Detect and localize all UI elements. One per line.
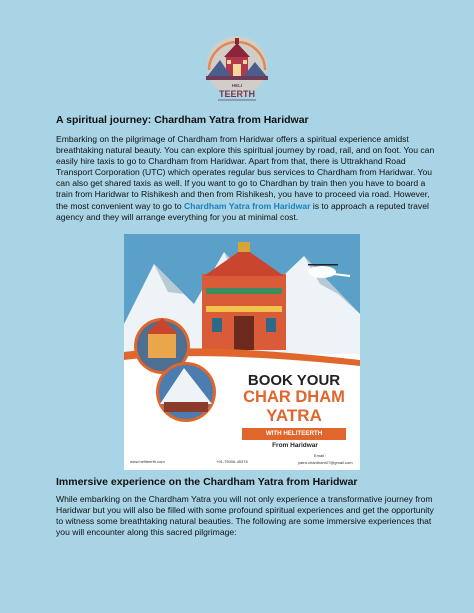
poster-phone: +91-75006-45376: [216, 459, 248, 464]
poster-line1: BOOK YOUR: [247, 372, 341, 389]
poster-line3: YATRA: [266, 406, 322, 425]
section2-heading: Immersive experience on the Chardham Yatra from Haridwar: [56, 476, 358, 488]
heliteerth-logo: [192, 26, 282, 116]
poster-banner: WITH HELITEERTH: [242, 428, 346, 440]
chardham-yatra-link[interactable]: Chardham Yatra from Haridwar: [184, 200, 311, 211]
poster-email-label: Email :: [314, 453, 327, 458]
section1-text-after-link: is to approach a reputed travel agency and they will arrange everything for you at minimal cost.: [56, 200, 429, 222]
logo-top-text: HELI: [231, 83, 243, 88]
section2-paragraph: While embarking on the Chardham Yatra you will not only experience a transformative journey from Haridwar but you will also be filled with some profound spiritual experiences and get the opportunity to witness some breathtaking natural beauties. The following are some immersive experiences that you will encounter along this sacred pilgrimage:: [56, 494, 434, 538]
poster-website: www.heliteerth.com: [130, 459, 165, 464]
poster-footer: [124, 453, 360, 470]
chardham-yatra-poster: [124, 234, 360, 470]
section1-paragraph: [56, 134, 436, 223]
poster-email: yatra.chardham07@gmail.com: [298, 460, 353, 465]
poster-line4: From Haridwar: [272, 442, 318, 449]
poster-line2: CHAR DHAM: [243, 388, 345, 406]
section1-heading: A spiritual journey: Chardham Yatra from Haridwar: [56, 114, 309, 126]
section1-text-before-link: Embarking on the pilgrimage of Chardham from Haridwar offers a spiritual experience amidst breathtaking natural beauty. You can explore this spiritual journey by road, rail, and on foot. You can easily hire taxis to go to Chardham from Haridwar. Apart from that, there is Uttrakhand Road Transport Corporation (UTC) which operates regular bus services to Chardham from Haridwar. You can also get shared taxis as well. If you want to go to Chardhan by train then you have to board a train from Haridwar to Rishikesh and then from Rishikesh, you have to proceed via road. However, the most convenient way to go to: [56, 134, 435, 211]
logo-bottom-text: TEERTH: [219, 89, 255, 99]
